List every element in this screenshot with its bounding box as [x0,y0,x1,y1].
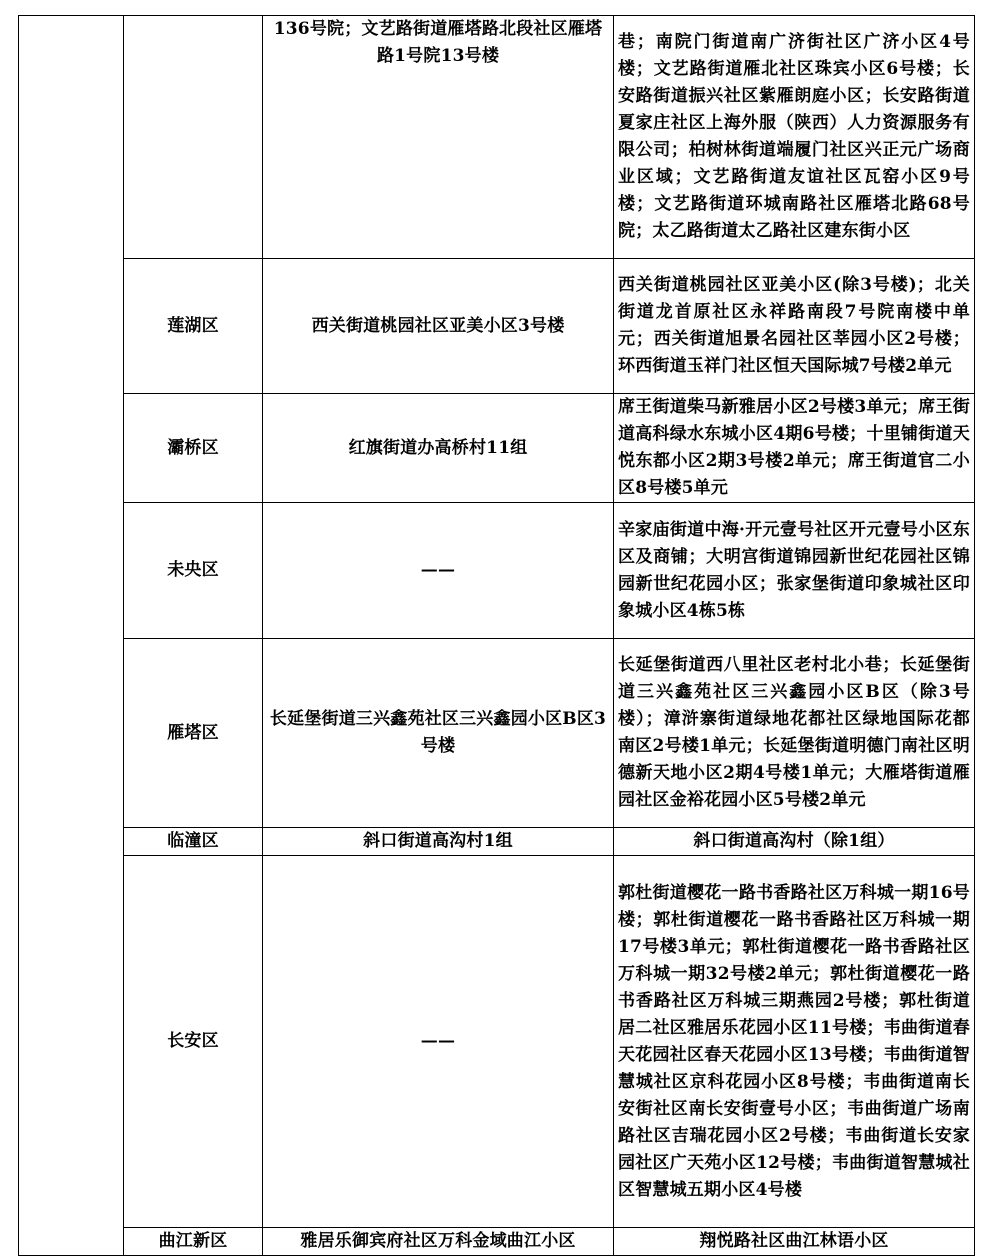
district-cell: 曲江新区 [124,1228,263,1256]
city-cell [19,16,124,1256]
table-row [19,856,975,1228]
district-cell: 雁塔区 [124,639,263,828]
table-row [19,16,975,259]
district-cell: 临潼区 [124,828,263,856]
district-cell [124,16,263,259]
area-cell: 136号院；文艺路街道雁塔路北段社区雁塔路1号院13号楼 [263,16,614,259]
table-row [19,394,975,503]
other-area-cell: 席王街道柴马新雅居小区2号楼3单元；席王街道高科绿水东城小区4期6号楼；十里铺街道天悦东都小区2期3号楼2单元；席王街道官二小区8号楼5单元 [614,394,975,503]
area-cell: —— [263,503,614,639]
table-row [19,259,975,394]
area-cell: —— [263,856,614,1228]
area-cell: 西关街道桃园社区亚美小区3号楼 [263,259,614,394]
district-cell: 灞桥区 [124,394,263,503]
other-area-cell: 郭杜街道樱花一路书香路社区万科城一期16号楼；郭杜街道樱花一路书香路社区万科城一期17号楼3单元；郭杜街道樱花一路书香路社区万科城一期32号楼2单元；郭杜街道樱花一路书香路社区万科城三期燕园2号楼；郭杜街道居二社区雅居乐花园小区11号楼；韦曲街道春天花园社区春天花园小区13号楼；韦曲街道智慧城社区京科花园小区8号楼；韦曲街道南长安街社区南长安街壹号小区；韦曲街道广场南路社区吉瑞花园小区2号楼；韦曲街道长安家园社区广天苑小区12号楼；韦曲街道智慧城社区智慧城五期小区4号楼 [614,856,975,1228]
table-row [19,828,975,856]
other-area-cell: 巷；南院门街道南广济街社区广济小区4号楼；文艺路街道雁北社区珠宾小区6号楼；长安路街道振兴社区紫雁朗庭小区；长安路街道夏家庄社区上海外服（陕西）人力资源服务有限公司；柏树林街道端履门社区兴正元广场商业区域；文艺路街道友谊社区瓦窑小区9号楼；文艺路街道环城南路社区雁塔北路68号院；太乙路街道太乙路社区建东街小区 [614,16,975,259]
table-row [19,1228,975,1256]
other-area-cell: 斜口街道高沟村（除1组） [614,828,975,856]
other-area-cell: 辛家庙街道中海·开元壹号社区开元壹号小区东区及商铺；大明宫街道锦园新世纪花园社区锦园新世纪花园小区；张家堡街道印象城社区印象城小区4栋5栋 [614,503,975,639]
area-cell: 长延堡街道三兴鑫苑社区三兴鑫园小区B区3号楼 [263,639,614,828]
area-cell: 雅居乐御宾府社区万科金域曲江小区 [263,1228,614,1256]
table-row [19,639,975,828]
area-cell: 红旗街道办高桥村11组 [263,394,614,503]
area-cell: 斜口街道高沟村1组 [263,828,614,856]
other-area-cell: 翔悦路社区曲江林语小区 [614,1228,975,1256]
district-cell: 莲湖区 [124,259,263,394]
district-cell: 长安区 [124,856,263,1228]
district-area-table [18,15,975,1256]
table-row [19,503,975,639]
other-area-cell: 长延堡街道西八里社区老村北小巷；长延堡街道三兴鑫苑社区三兴鑫园小区B区（除3号楼）；漳浒寨街道绿地花都社区绿地国际花都南区2号楼1单元；长延堡街道明德门南社区明德新天地小区2期4号楼1单元；大雁塔街道雁园社区金裕花园小区5号楼2单元 [614,639,975,828]
other-area-cell: 西关街道桃园社区亚美小区(除3号楼)；北关街道龙首原社区永祥路南段7号院南楼中单元；西关街道旭景名园社区莘园小区2号楼；环西街道玉祥门社区恒天国际城7号楼2单元 [614,259,975,394]
district-cell: 未央区 [124,503,263,639]
